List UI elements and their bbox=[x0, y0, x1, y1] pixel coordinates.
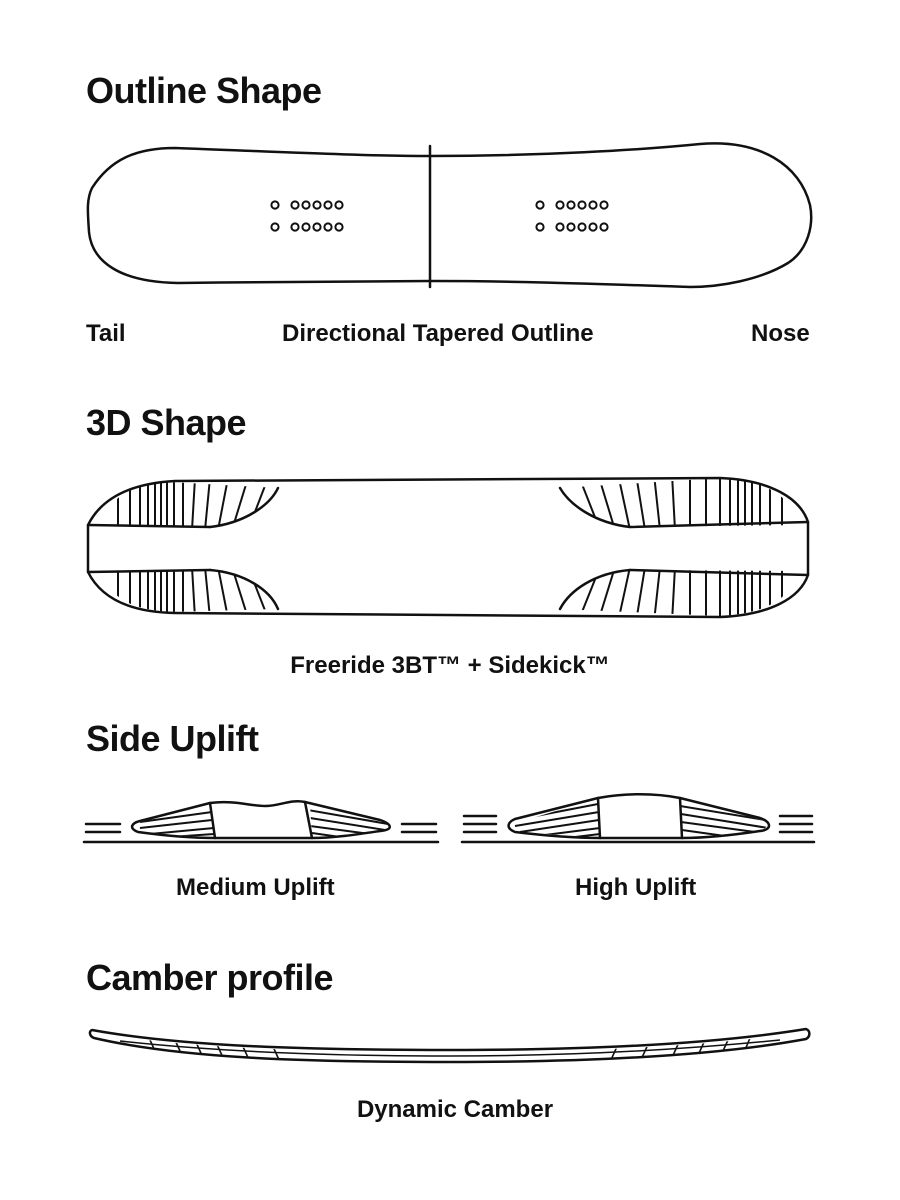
camber-profile-diagram bbox=[0, 1020, 900, 1080]
outline-board-diagram bbox=[0, 140, 900, 300]
camber-profile-heading: Camber profile bbox=[86, 957, 334, 998]
medium-uplift-caption: Medium Uplift bbox=[176, 874, 335, 901]
outline-type-label: Directional Tapered Outline bbox=[282, 320, 594, 347]
camber-caption: Dynamic Camber bbox=[356, 1096, 554, 1123]
3d-shape-caption: Freeride 3BT™ + Sidekick™ bbox=[290, 652, 610, 679]
outline-shape-heading: Outline Shape bbox=[86, 70, 322, 111]
3d-shape-diagram bbox=[0, 472, 900, 622]
high-uplift-caption: High Uplift bbox=[575, 874, 697, 901]
tail-insert-holes bbox=[271, 201, 342, 230]
tail-label: Tail bbox=[86, 320, 126, 347]
3d-shape-heading: 3D Shape bbox=[86, 402, 247, 443]
nose-insert-holes bbox=[536, 201, 607, 230]
nose-label: Nose bbox=[751, 320, 810, 347]
side-uplift-heading: Side Uplift bbox=[86, 718, 259, 759]
high-uplift-diagram bbox=[0, 795, 900, 855]
